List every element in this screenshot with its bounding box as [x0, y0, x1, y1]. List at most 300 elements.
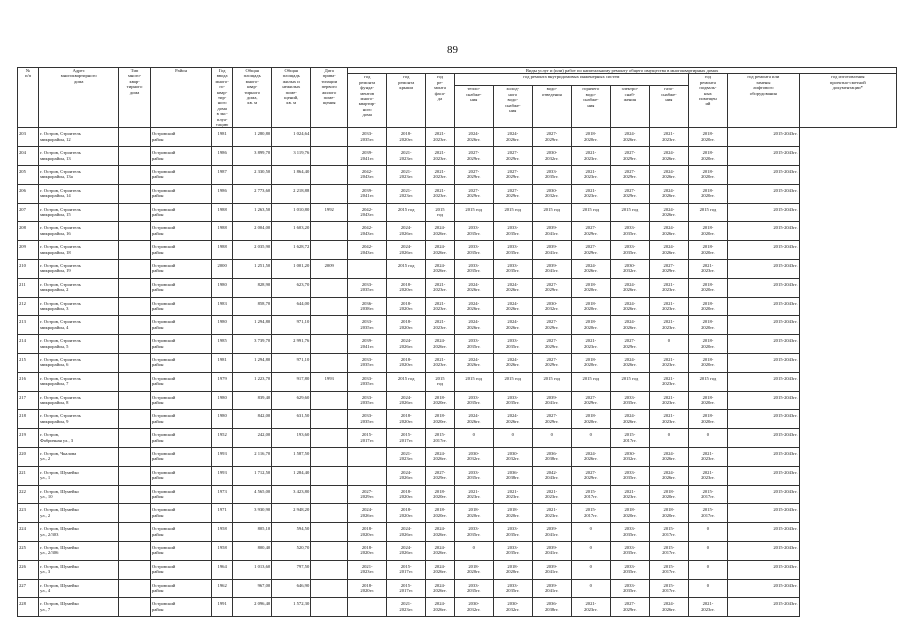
- cell-docs: 2015-2043гг.: [727, 335, 799, 354]
- cell-address: г. Остров, Чкалова ул., 2: [39, 448, 119, 467]
- cell-repair-year: 2021- 2023гг.: [649, 410, 688, 429]
- table-row: [18, 203, 897, 222]
- cell-number: 224: [18, 523, 39, 542]
- cell-repair-year: 2018- 2020гг.: [571, 316, 610, 335]
- cell-type: [119, 222, 151, 241]
- cell-district: Островский район: [150, 579, 211, 598]
- cell-address: г. Остров, Строитель микрорайон, 8: [39, 391, 119, 410]
- header-gas: газо- снабже- ния: [649, 86, 688, 128]
- cell-repair-year: 2018- 2020гг.: [493, 560, 532, 579]
- cell-repair-year: 2018- 2020гг.: [387, 316, 426, 335]
- cell-repair-year: 2018- 2020гг.: [571, 278, 610, 297]
- header-roof: год ремонта крыши: [387, 74, 426, 128]
- cell-number: 221: [18, 466, 39, 485]
- cell-repair-year: 2024- 2026гг.: [426, 579, 454, 598]
- cell-address: г. Остров, Строитель микрорайон, 5: [39, 335, 119, 354]
- cell-repair-year: 2015- 2017гг.: [649, 560, 688, 579]
- cell-repair-year: 2033- 2035гг.: [610, 241, 649, 260]
- cell-living-area: 3 119,76: [272, 147, 311, 166]
- cell-repair-year: 2042- 2043гг.: [348, 203, 387, 222]
- cell-repair-year: 0: [571, 429, 610, 448]
- cell-repair-year: 2018- 2020гг.: [688, 278, 727, 297]
- cell-repair-year: 2024- 2026гг.: [426, 335, 454, 354]
- cell-address: г. Остров, Строитель микрорайон, 3: [39, 297, 119, 316]
- table-row: [18, 222, 897, 241]
- cell-repair-year: 2027- 2029гг.: [532, 128, 571, 147]
- cell-district: Островский район: [150, 410, 211, 429]
- cell-repair-year: 2033- 2035гг.: [610, 222, 649, 241]
- cell-repair-year: 2027- 2029гг.: [426, 466, 454, 485]
- cell-type: [119, 466, 151, 485]
- table-row: [18, 542, 897, 561]
- cell-repair-year: 2024- 2026гг.: [493, 278, 532, 297]
- cell-repair-year: 2024- 2026гг.: [610, 278, 649, 297]
- cell-number: 212: [18, 297, 39, 316]
- cell-repair-year: 0: [688, 523, 727, 542]
- cell-type: [119, 354, 151, 373]
- cell-repair-year: 2027- 2029гг.: [610, 184, 649, 203]
- cell-repair-year: 2018- 2020гг.: [426, 485, 454, 504]
- cell-repair-year: 2021- 2023гг.: [454, 485, 493, 504]
- cell-number: 223: [18, 504, 39, 523]
- cell-repair-year: 2033- 2035гг.: [454, 391, 493, 410]
- cell-total-area: 967,00: [233, 579, 272, 598]
- cell-repair-year: 2015 год: [688, 372, 727, 391]
- cell-repair-year: 2021- 2023гг.: [649, 391, 688, 410]
- cell-repair-year: 2021- 2023гг.: [649, 278, 688, 297]
- cell-repair-year: 2015- 2017гг.: [387, 579, 426, 598]
- cell-repair-year: 2030- 2032гг.: [493, 448, 532, 467]
- cell-living-area: 644,00: [272, 297, 311, 316]
- cell-repair-year: 2024- 2026гг.: [426, 523, 454, 542]
- cell-privatization: [311, 354, 348, 373]
- cell-repair-year: 2024- 2026гг.: [426, 598, 454, 617]
- cell-total-area: 800,40: [233, 542, 272, 561]
- cell-repair-year: 2024- 2026гг.: [426, 448, 454, 467]
- cell-repair-year: 2030- 2032гг.: [454, 598, 493, 617]
- cell-type: [119, 485, 151, 504]
- cell-docs: 2015-2043гг.: [727, 297, 799, 316]
- cell-repair-year: 2018- 2020гг.: [426, 504, 454, 523]
- cell-repair-year: 2015- 2017гг.: [688, 504, 727, 523]
- cell-repair-year: 2015- 2017гг.: [571, 485, 610, 504]
- cell-docs: 2015-2043гг.: [727, 429, 799, 448]
- cell-address: г. Остров, Шумейко ул., 3: [39, 560, 119, 579]
- cell-total-area: 242,00: [233, 429, 272, 448]
- cell-repair-year: 2015 год: [688, 203, 727, 222]
- cell-repair-year: 2018- 2020гг.: [571, 297, 610, 316]
- cell-year: 1980: [212, 278, 233, 297]
- cell-repair-year: 2018- 2020гг.: [688, 316, 727, 335]
- cell-living-area: 631,50: [272, 410, 311, 429]
- cell-repair-year: 2033- 2035гг.: [454, 241, 493, 260]
- cell-number: 215: [18, 354, 39, 373]
- cell-type: [119, 203, 151, 222]
- cell-repair-year: 2018- 2020гг.: [348, 523, 387, 542]
- cell-privatization: 1993: [311, 372, 348, 391]
- cell-repair-year: 2021- 2023гг.: [571, 335, 610, 354]
- cell-total-area: 1 294,80: [233, 316, 272, 335]
- cell-privatization: [311, 598, 348, 617]
- cell-living-area: 971,10: [272, 354, 311, 373]
- cell-repair-year: 2036- 2038гг.: [532, 598, 571, 617]
- cell-district: Островский район: [150, 354, 211, 373]
- cell-docs: 2015-2043гг.: [727, 466, 799, 485]
- cell-repair-year: 2036- 2038гг.: [493, 466, 532, 485]
- cell-number: 209: [18, 241, 39, 260]
- cell-living-area: 520,70: [272, 542, 311, 561]
- cell-repair-year: 2030- 2032гг.: [493, 598, 532, 617]
- cell-repair-year: 2039- 2041гг.: [532, 579, 571, 598]
- cell-repair-year: 2024- 2026гг.: [387, 523, 426, 542]
- cell-total-area: 858,70: [233, 297, 272, 316]
- cell-year: 1993: [212, 466, 233, 485]
- cell-repair-year: 2024- 2026гг.: [610, 128, 649, 147]
- cell-repair-year: 2033- 2035гг.: [493, 241, 532, 260]
- cell-type: [119, 316, 151, 335]
- cell-district: Островский район: [150, 372, 211, 391]
- cell-repair-year: 2018- 2020гг.: [348, 542, 387, 561]
- cell-privatization: [311, 485, 348, 504]
- cell-type: [119, 598, 151, 617]
- cell-year: 1985: [212, 335, 233, 354]
- cell-type: [119, 241, 151, 260]
- cell-repair-year: 2015- 2017гг.: [426, 429, 454, 448]
- cell-repair-year: [348, 598, 387, 617]
- cell-total-area: 2 035,90: [233, 241, 272, 260]
- cell-docs: 2015-2043гг.: [727, 166, 799, 185]
- header-docs: год изготовления проектно-сметной документации*: [799, 74, 896, 128]
- cell-docs: 2015-2043гг.: [727, 128, 799, 147]
- cell-docs: 2015-2043гг.: [727, 278, 799, 297]
- cell-district: Островский район: [150, 391, 211, 410]
- header-no: № п/п: [18, 68, 39, 128]
- cell-repair-year: 2018- 2020гг.: [571, 128, 610, 147]
- cell-repair-year: 2024- 2026гг.: [649, 598, 688, 617]
- cell-total-area: 2 096,40: [233, 598, 272, 617]
- cell-privatization: [311, 560, 348, 579]
- cell-repair-year: 2015- 2017гг.: [649, 542, 688, 561]
- cell-docs: 2015-2043гг.: [727, 372, 799, 391]
- cell-number: 218: [18, 410, 39, 429]
- cell-repair-year: 2015- 2017гг.: [387, 429, 426, 448]
- cell-total-area: 1 712,50: [233, 466, 272, 485]
- cell-repair-year: 2021- 2023гг.: [348, 560, 387, 579]
- cell-repair-year: 2018- 2020гг.: [454, 560, 493, 579]
- cell-repair-year: 0: [688, 429, 727, 448]
- cell-repair-year: 2021- 2023гг.: [387, 147, 426, 166]
- cell-repair-year: 2033- 2035гг.: [610, 560, 649, 579]
- cell-repair-year: 2018- 2020гг.: [688, 222, 727, 241]
- cell-district: Островский район: [150, 166, 211, 185]
- cell-repair-year: 2027- 2029гг.: [532, 316, 571, 335]
- cell-address: г. Остров, Строитель микрорайон, 12: [39, 128, 119, 147]
- cell-repair-year: 2024- 2026гг.: [649, 466, 688, 485]
- table-row: [18, 354, 897, 373]
- cell-repair-year: 0: [571, 560, 610, 579]
- cell-privatization: [311, 504, 348, 523]
- cell-repair-year: 0: [688, 579, 727, 598]
- cell-total-area: 2 773,60: [233, 184, 272, 203]
- cell-year: 1986: [212, 147, 233, 166]
- cell-total-area: 839,40: [233, 391, 272, 410]
- cell-repair-year: 2039- 2041гг.: [532, 260, 571, 279]
- table-row: [18, 429, 897, 448]
- cell-repair-year: 2021- 2023гг.: [649, 316, 688, 335]
- cell-district: Островский район: [150, 260, 211, 279]
- table-body: [18, 128, 897, 617]
- header-living-area: Общая площадь жилых и нежилых поме- щений, кв. м: [272, 68, 311, 128]
- cell-living-area: 1 628,72: [272, 241, 311, 260]
- cell-repair-year: [348, 466, 387, 485]
- cell-address: г. Остров, Строитель микрорайон, 13а: [39, 166, 119, 185]
- cell-repair-year: 0: [493, 429, 532, 448]
- cell-repair-year: 2039- 2041гг.: [348, 184, 387, 203]
- cell-district: Островский район: [150, 504, 211, 523]
- cell-total-area: 1 223,70: [233, 372, 272, 391]
- cell-repair-year: 2030- 2032гг.: [532, 184, 571, 203]
- cell-repair-year: 2021- 2023гг.: [387, 598, 426, 617]
- cell-repair-year: 2024- 2026гг.: [493, 128, 532, 147]
- cell-address: г. Остров, Строитель микрорайон, 7: [39, 372, 119, 391]
- cell-repair-year: 0: [571, 523, 610, 542]
- cell-privatization: [311, 579, 348, 598]
- cell-repair-year: 2039- 2041гг.: [348, 335, 387, 354]
- cell-repair-year: 2024- 2026гг.: [610, 354, 649, 373]
- cell-docs: 2015-2043гг.: [727, 222, 799, 241]
- cell-repair-year: 2024- 2026гг.: [454, 297, 493, 316]
- cell-privatization: [311, 316, 348, 335]
- cell-number: 222: [18, 485, 39, 504]
- cell-repair-year: 2018- 2020гг.: [688, 410, 727, 429]
- table-row: [18, 598, 897, 617]
- cell-total-area: 3 899,70: [233, 147, 272, 166]
- cell-repair-year: 2015 год: [387, 203, 426, 222]
- cell-repair-year: 2018- 2020гг.: [493, 504, 532, 523]
- cell-repair-year: 2021- 2023гг.: [426, 354, 454, 373]
- cell-repair-year: 2030- 2032гг.: [610, 260, 649, 279]
- cell-repair-year: 2021- 2023гг.: [426, 278, 454, 297]
- header-works-group: Виды услуг и (или) работ по капитальному ремонту общего имущества в многоквартирных домах: [348, 68, 897, 74]
- cell-repair-year: 2027- 2029гг.: [454, 147, 493, 166]
- cell-repair-year: 2024- 2026гг.: [426, 560, 454, 579]
- cell-total-area: 842,00: [233, 410, 272, 429]
- cell-type: [119, 523, 151, 542]
- table-header: [18, 68, 897, 128]
- cell-repair-year: 2033- 2035гг.: [348, 316, 387, 335]
- cell-repair-year: 2021- 2023гг.: [649, 128, 688, 147]
- cell-year: 1980: [212, 410, 233, 429]
- cell-living-area: 1 864,40: [272, 166, 311, 185]
- cell-repair-year: 2027- 2029гг.: [493, 147, 532, 166]
- cell-number: 227: [18, 579, 39, 598]
- cell-repair-year: 2018- 2020гг.: [571, 410, 610, 429]
- cell-repair-year: 2021- 2023гг.: [571, 166, 610, 185]
- cell-living-area: 1 024,64: [272, 128, 311, 147]
- cell-privatization: 1992: [311, 203, 348, 222]
- cell-repair-year: 2015 год: [532, 203, 571, 222]
- cell-repair-year: 2021- 2023гг.: [387, 184, 426, 203]
- cell-repair-year: 2021- 2023гг.: [493, 485, 532, 504]
- cell-repair-year: 2018- 2020гг.: [387, 504, 426, 523]
- cell-repair-year: 2021- 2023гг.: [610, 485, 649, 504]
- cell-repair-year: 2015 год: [387, 372, 426, 391]
- cell-year: 1981: [212, 354, 233, 373]
- cell-repair-year: 2033- 2035гг.: [493, 542, 532, 561]
- cell-repair-year: 0: [571, 542, 610, 561]
- cell-district: Островский район: [150, 485, 211, 504]
- cell-repair-year: 2024- 2026гг.: [454, 410, 493, 429]
- cell-repair-year: 2033- 2035гг.: [493, 523, 532, 542]
- cell-year: 1958: [212, 542, 233, 561]
- cell-repair-year: 2021- 2023гг.: [426, 147, 454, 166]
- cell-privatization: [311, 241, 348, 260]
- cell-repair-year: 2018- 2020гг.: [688, 166, 727, 185]
- cell-privatization: [311, 448, 348, 467]
- cell-repair-year: 2027- 2029гг.: [610, 335, 649, 354]
- header-power: электро- снаб- жения: [610, 86, 649, 128]
- cell-repair-year: 2030- 2032гг.: [454, 448, 493, 467]
- cell-repair-year: 2024- 2026гг.: [649, 448, 688, 467]
- cell-repair-year: 2015 год: [454, 372, 493, 391]
- cell-year: 1993: [212, 448, 233, 467]
- cell-type: [119, 542, 151, 561]
- cell-number: 228: [18, 598, 39, 617]
- cell-repair-year: 2021- 2023гг.: [426, 297, 454, 316]
- cell-repair-year: 2021- 2023гг.: [426, 316, 454, 335]
- cell-address: г. Остров, Строитель микрорайон, 19: [39, 260, 119, 279]
- cell-repair-year: 2015 год: [387, 260, 426, 279]
- cell-repair-year: 2033- 2035гг.: [610, 523, 649, 542]
- cell-total-area: 1 013,60: [233, 560, 272, 579]
- cell-repair-year: 2024- 2026гг.: [387, 335, 426, 354]
- cell-repair-year: 2033- 2035гг.: [348, 391, 387, 410]
- cell-district: Островский район: [150, 128, 211, 147]
- cell-year: 1988: [212, 203, 233, 222]
- header-lift: год ремонта или замены лифтового оборудования: [727, 74, 799, 128]
- cell-repair-year: 2042- 2043гг.: [348, 241, 387, 260]
- cell-repair-year: 2024- 2026гг.: [387, 466, 426, 485]
- cell-year: 1987: [212, 166, 233, 185]
- cell-docs: 2015-2043гг.: [727, 203, 799, 222]
- cell-docs: 2015-2043гг.: [727, 147, 799, 166]
- cell-docs: 2015-2043гг.: [727, 391, 799, 410]
- cell-repair-year: 2039- 2041гг.: [532, 542, 571, 561]
- cell-repair-year: 2033- 2035гг.: [610, 579, 649, 598]
- cell-repair-year: 2027- 2029гг.: [571, 466, 610, 485]
- cell-repair-year: 2021- 2023гг.: [532, 504, 571, 523]
- cell-repair-year: 2027- 2029гг.: [571, 241, 610, 260]
- cell-living-area: 1 010,80: [272, 203, 311, 222]
- cell-address: г. Остров, Строитель микрорайон, 9: [39, 410, 119, 429]
- cell-repair-year: 2024- 2026гг.: [426, 222, 454, 241]
- cell-repair-year: 2018- 2020гг.: [387, 278, 426, 297]
- cell-year: 1988: [212, 222, 233, 241]
- cell-repair-year: 2015- 2017гг.: [610, 429, 649, 448]
- cell-privatization: [311, 184, 348, 203]
- capital-repair-table: [17, 67, 897, 617]
- cell-privatization: [311, 297, 348, 316]
- cell-repair-year: 2018- 2020гг.: [387, 354, 426, 373]
- cell-repair-year: 2018- 2020гг.: [387, 410, 426, 429]
- header-total-area: Общая площадь много- квар- тирного дома, кв. м: [233, 68, 272, 128]
- cell-docs: 2015-2043гг.: [727, 598, 799, 617]
- cell-repair-year: 2027- 2029гг.: [348, 485, 387, 504]
- cell-repair-year: 2033- 2035гг.: [348, 410, 387, 429]
- cell-repair-year: 2027- 2029гг.: [532, 278, 571, 297]
- table-row: [18, 410, 897, 429]
- cell-number: 210: [18, 260, 39, 279]
- cell-repair-year: 2027- 2029гг.: [532, 335, 571, 354]
- cell-year: 1980: [212, 316, 233, 335]
- cell-address: г. Остров, Шумейко ул., 1: [39, 466, 119, 485]
- cell-repair-year: 2024- 2026гг.: [493, 297, 532, 316]
- cell-type: [119, 391, 151, 410]
- cell-year: 2000: [212, 260, 233, 279]
- header-district: Район: [150, 68, 211, 128]
- cell-repair-year: 2033- 2035гг.: [493, 335, 532, 354]
- cell-repair-year: 2015- 2017гг.: [571, 504, 610, 523]
- cell-number: 220: [18, 448, 39, 467]
- cell-living-area: 797,50: [272, 560, 311, 579]
- cell-repair-year: 2021- 2023гг.: [571, 598, 610, 617]
- cell-living-area: 1 284,40: [272, 466, 311, 485]
- cell-district: Островский район: [150, 222, 211, 241]
- cell-repair-year: 2015- 2017гг.: [649, 523, 688, 542]
- cell-repair-year: 2024- 2026гг.: [426, 260, 454, 279]
- cell-total-area: 1 280,80: [233, 128, 272, 147]
- cell-repair-year: 2030- 2032гг.: [610, 448, 649, 467]
- cell-living-area: 629,60: [272, 391, 311, 410]
- cell-repair-year: 2015 год: [493, 203, 532, 222]
- cell-repair-year: 2042- 2043гг.: [532, 466, 571, 485]
- cell-repair-year: 2027- 2029гг.: [571, 222, 610, 241]
- cell-district: Островский район: [150, 335, 211, 354]
- cell-repair-year: 2033- 2035гг.: [348, 372, 387, 391]
- cell-address: г. Остров, Шумейко ул., 7: [39, 598, 119, 617]
- cell-repair-year: 0: [649, 429, 688, 448]
- cell-year: 1964: [212, 560, 233, 579]
- cell-type: [119, 579, 151, 598]
- cell-district: Островский район: [150, 523, 211, 542]
- table-row: [18, 504, 897, 523]
- cell-repair-year: 2021- 2023гг.: [688, 466, 727, 485]
- table-row: [18, 335, 897, 354]
- cell-repair-year: 2018- 2020гг.: [688, 147, 727, 166]
- cell-address: г. Остров, Шумейко ул., 2: [39, 504, 119, 523]
- cell-privatization: [311, 278, 348, 297]
- cell-district: Островский район: [150, 466, 211, 485]
- cell-repair-year: 2018- 2020гг.: [348, 579, 387, 598]
- cell-repair-year: 2021- 2023гг.: [649, 372, 688, 391]
- table-row: [18, 316, 897, 335]
- cell-repair-year: 0: [454, 429, 493, 448]
- cell-repair-year: 2024- 2026гг.: [649, 184, 688, 203]
- cell-number: 217: [18, 391, 39, 410]
- cell-repair-year: 2018- 2020гг.: [426, 410, 454, 429]
- cell-type: [119, 260, 151, 279]
- cell-repair-year: 2033- 2035гг.: [348, 354, 387, 373]
- cell-address: г. Остров, Строитель микрорайон, 2: [39, 278, 119, 297]
- header-systems-group: год ремонта внутридомовых инженерных систем: [454, 74, 688, 86]
- cell-repair-year: 2021- 2023гг.: [387, 166, 426, 185]
- cell-address: г. Остров, Шумейко ул., 10: [39, 485, 119, 504]
- cell-district: Островский район: [150, 542, 211, 561]
- cell-living-area: 646,90: [272, 579, 311, 598]
- cell-repair-year: 2024- 2026гг.: [426, 542, 454, 561]
- cell-repair-year: 2018- 2020гг.: [571, 354, 610, 373]
- cell-repair-year: 2018- 2020гг.: [688, 391, 727, 410]
